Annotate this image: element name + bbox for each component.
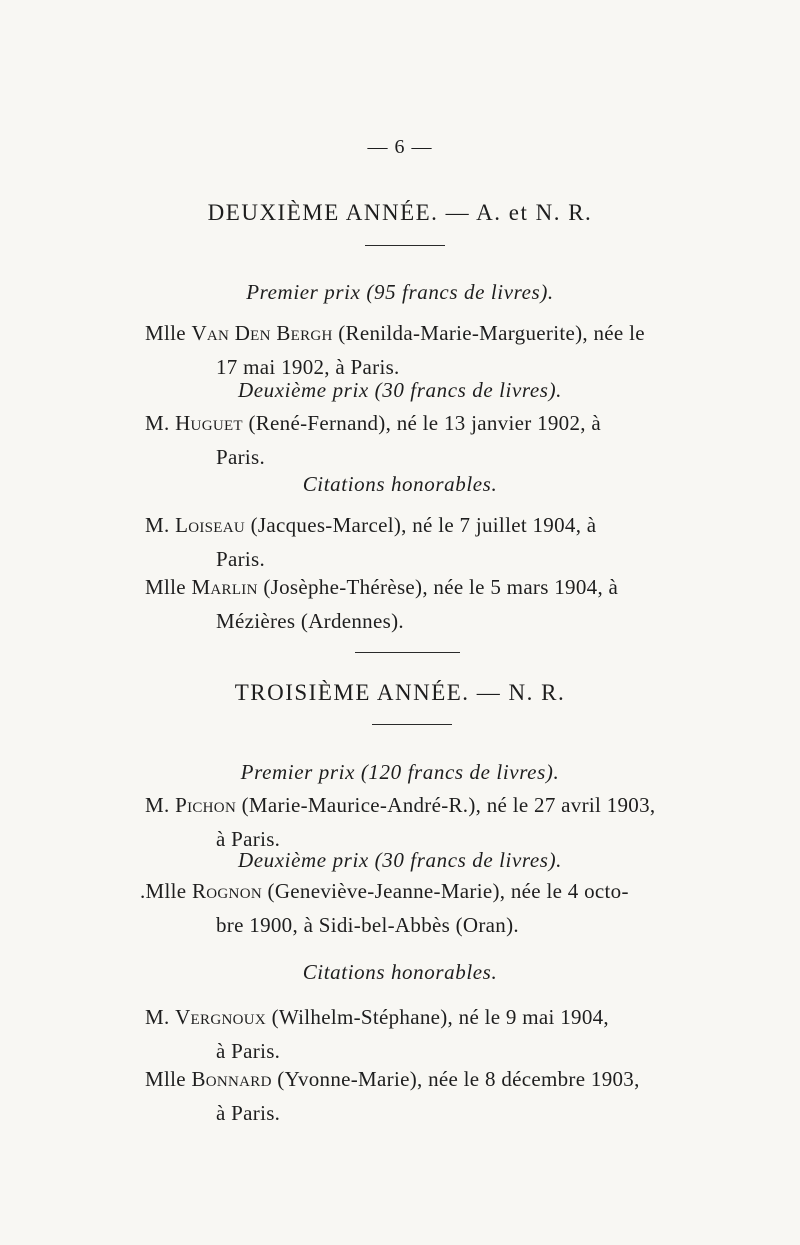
entry-continuation: Mézières (Ardennes). [216,609,404,633]
prize-heading: Deuxième prix (30 francs de livres). [237,848,563,872]
entry-name: Vergnoux [175,1005,266,1029]
citations-heading: Citations honorables. [302,960,498,984]
entry-details: (Josèphe-Thérèse), née le 5 mars 1904, à [263,575,619,599]
entry-details: (Marie-Maurice-André-R.), né le 27 avril 1903, [241,793,656,817]
page-number: — 6 — [367,136,433,158]
entry-continuation: à Paris. [216,1039,281,1063]
entry-name: Loiseau [175,513,246,537]
entry-title: Mlle [145,575,186,599]
award-entry [145,406,683,474]
entry-continuation: Paris. [216,445,266,469]
entry-title: M. [145,411,170,435]
entry-name: Van Den Bergh [191,321,333,345]
prize-heading: Premier prix (120 francs de livres). [240,760,560,784]
entry-title: .Mlle [140,879,187,903]
section-heading-troisieme-annee: TROISIÈME ANNÉE. — N. R. [234,680,566,705]
award-entry [145,1062,683,1130]
award-entry [145,788,683,856]
award-entry [145,508,683,576]
entry-continuation: à Paris. [216,1101,281,1125]
entry-title: Mlle [145,321,186,345]
award-entry [140,874,683,942]
award-entry [145,570,683,638]
entry-continuation: bre 1900, à Sidi-bel-Abbès (Oran). [216,913,519,937]
entry-details: (Geneviève-Jeanne-Marie), née le 4 octo- [267,879,629,903]
award-entry [145,316,683,384]
citations-heading: Citations honorables. [302,472,498,496]
entry-continuation: 17 mai 1902, à Paris. [216,355,400,379]
prize-heading: Deuxième prix (30 francs de livres). [237,378,563,402]
prize-heading: Premier prix (95 francs de livres). [246,280,554,304]
entry-title: M. [145,1005,170,1029]
entry-name: Rognon [191,879,262,903]
section-separator [355,652,460,653]
entry-details: (Yvonne-Marie), née le 8 décembre 1903, [277,1067,640,1091]
entry-details: (Wilhelm-Stéphane), né le 9 mai 1904, [271,1005,609,1029]
entry-name: Marlin [191,575,258,599]
entry-details: (Renilda-Marie-Marguerite), née le [338,321,645,345]
entry-continuation: Paris. [216,547,266,571]
entry-details: (René-Fernand), né le 13 janvier 1902, à [248,411,601,435]
entry-title: M. [145,793,170,817]
entry-name: Bonnard [191,1067,272,1091]
entry-title: Mlle [145,1067,186,1091]
entry-name: Pichon [175,793,237,817]
entry-name: Huguet [175,411,243,435]
award-entry [145,1000,683,1068]
section-rule [365,245,445,246]
section-rule [372,724,452,725]
entry-continuation: à Paris. [216,827,281,851]
entry-title: M. [145,513,170,537]
entry-details: (Jacques-Marcel), né le 7 juillet 1904, à [250,513,597,537]
section-heading-deuxieme-annee: DEUXIÈME ANNÉE. — A. et N. R. [207,200,593,225]
